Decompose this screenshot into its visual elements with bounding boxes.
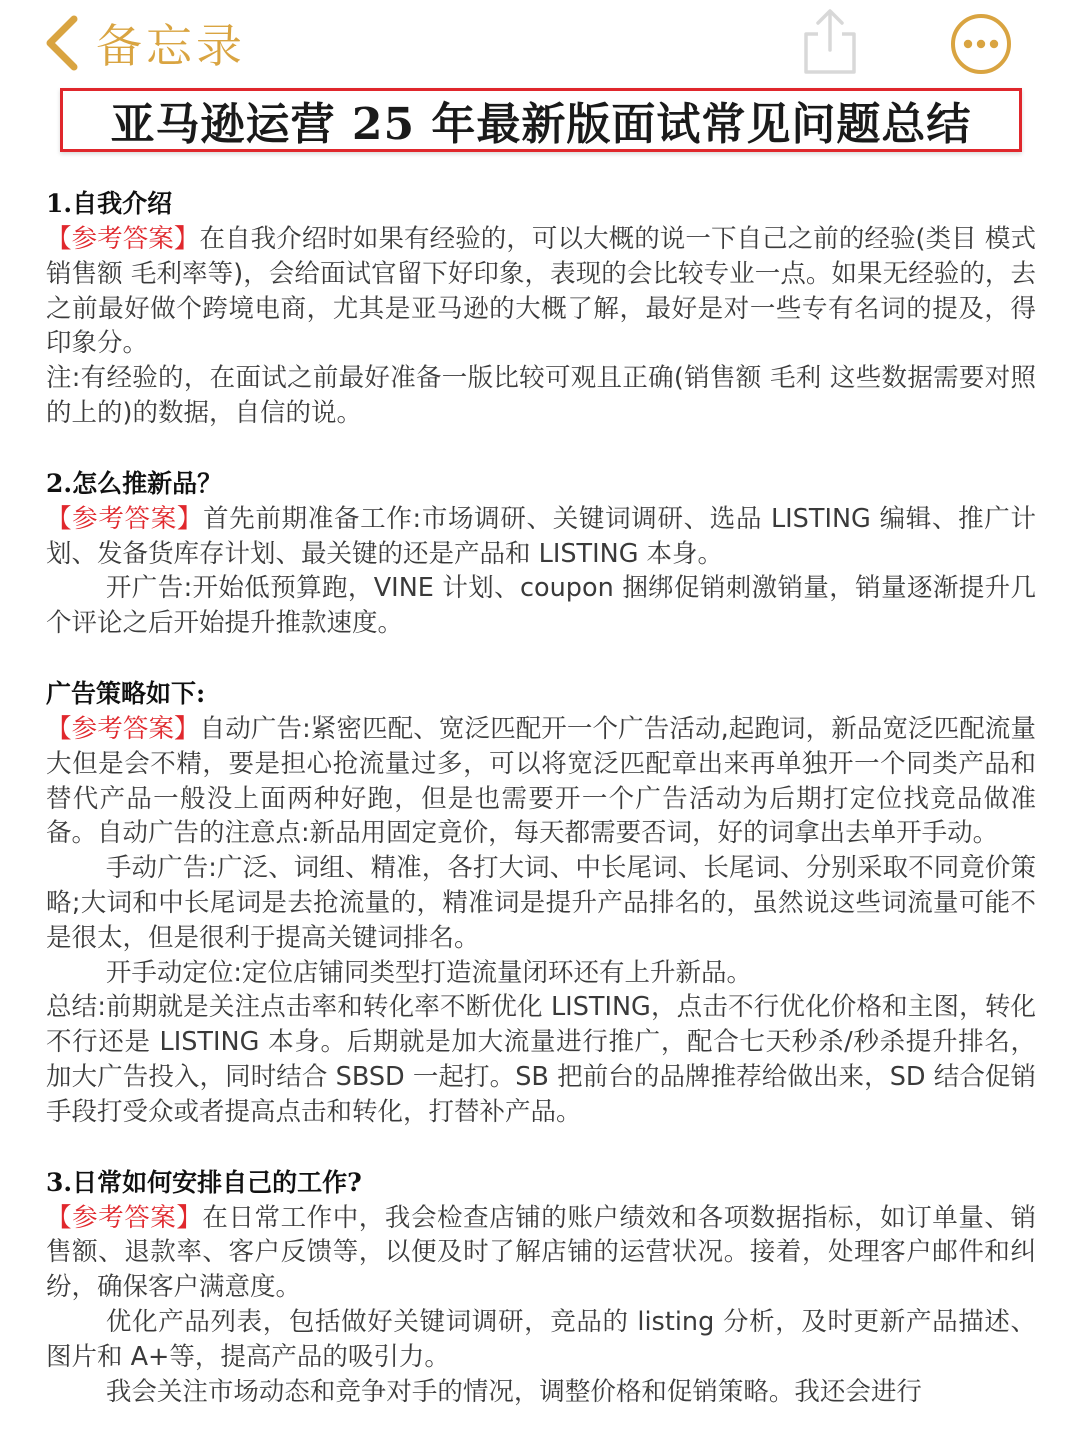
body-paragraph: 开广告:开始低预算跑，VINE 计划、coupon 捆绑促销刺激销量，销量逐渐提升几个评论之后开始提升推款速度。 [46,573,1036,639]
spacer [46,1130,1036,1165]
spacer [46,641,1036,676]
body-paragraph: 我会关注市场动态和竞争对手的情况，调整价格和促销策略。我还会进行 [105,1376,922,1407]
share-icon [798,63,862,82]
section-heading: 3.日常如何安排自己的工作? [46,1167,362,1197]
note-paragraph: 注:有经验的，在面试之前最好准备一版比较可观且正确(销售额 毛利 这些数据需要对照的上的)的数据，自信的说。 [46,363,1036,428]
answer-text: 自动广告:紧密匹配、宽泛匹配开一个广告活动,起跑词，新品宽泛匹配流量大但是会不精，要是担心抢流量过多，可以将宽泛匹配章出来再单独开一个同类产品和替代产品一般没上面两种好跑，但是也需要开一个广告活动为后期打定位找竞品做准备。自动广告的注意点:新品用固定竟价，每天都需要否词，好的词拿出去单开手动。 [46,713,1036,849]
more-icon [946,61,1016,80]
back-button[interactable] [44,8,246,78]
back-label: 备忘录 [96,19,246,73]
section-heading: 2.怎么推新品？ [46,468,223,498]
answer-tag: 【参考答案】 [46,224,200,254]
spacer [46,431,1036,466]
answer-paragraph [46,712,1036,851]
answer-tag: 【参考答案】 [46,713,200,744]
body-paragraph: 优化产品列表，包括做好关键词调研，竞品的 listing 分析，及时更新产品描述、图片和 A+等，提高产品的吸引力。 [46,1306,1036,1372]
nav-bar [0,0,1080,86]
title-banner [60,88,1022,152]
answer-paragraph [46,222,1036,361]
note-body [46,186,1036,1409]
share-button[interactable] [798,6,862,78]
more-button[interactable] [946,12,1016,76]
note-title: 亚马逊运营 25 年最新版面试常见问题总结 [110,99,972,150]
answer-text: 在日常工作中，我会检查店铺的账户绩效和各项数据指标，如订单量、销售额、退款率、客户反馈等，以便及时了解店铺的运营状况。接着，处理客户邮件和纠纷，确保客户满意度。 [46,1202,1036,1303]
answer-paragraph [46,1201,1036,1305]
summary-paragraph: 总结:前期就是关注点击率和转化率不断优化 LISTING，点击不行优化价格和主图，转化不行还是 LISTING 本身。后期就是加大流量进行推广，配合七天秒杀/秒杀提升排名，加大广告投入，同时结合 SBSD 一起打。SB 把前台的品牌推荐给做出来，SD 结合促销手段打受众或者提高点击和转化，打替补产品。 [46,992,1036,1127]
answer-text: 首先前期准备工作:市场调研、关键词调研、选品 LISTING 编辑、推广计划、发备货库存计划、最关键的还是产品和 LISTING 本身。 [46,503,1036,569]
section-heading: 广告策略如下: [46,678,206,708]
answer-tag: 【参考答案】 [46,503,204,534]
answer-text: 在自我介绍时如果有经验的，可以大概的说一下自己之前的经验(类目 模式 销售额 毛利率等)，会给面试官留下好印象，表现的会比较专业一点。如果无经验的，去之前最好做个跨境电商，尤其是亚马逊的大概了解，最好是对一些专有名词的提及，得印象分。 [46,224,1036,359]
body-paragraph: 手动广告:广泛、词组、精准，各打大词、中长尾词、长尾词、分别采取不同竟价策略;大词和中长尾词是去抢流量的，精准词是提升产品排名的，虽然说这些词流量可能不是很太，但是很利于提高关键词排名。 [46,853,1036,953]
body-paragraph: 开手动定位:定位店铺同类型打造流量闭环还有上升新品。 [105,957,753,988]
answer-paragraph [46,502,1036,572]
answer-tag: 【参考答案】 [46,1202,203,1233]
section-heading: 1.自我介绍 [46,189,173,218]
chevron-left-icon [44,15,80,71]
